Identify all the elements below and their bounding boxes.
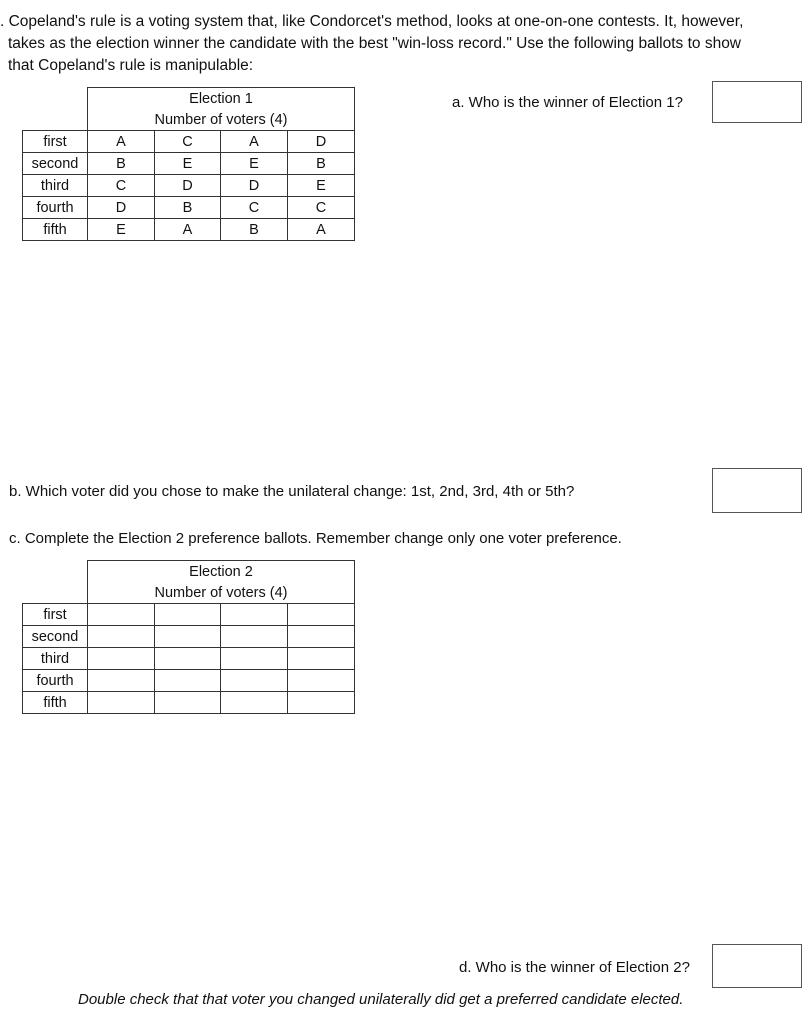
rank-label: third [23,648,88,670]
ballot-input-cell[interactable] [155,604,221,626]
ballot-input-cell[interactable] [288,648,355,670]
table-row [23,219,355,241]
ballot-input-cell[interactable] [221,648,288,670]
answer-box-b[interactable] [712,468,802,513]
ballot-input-cell[interactable] [221,670,288,692]
ballot-cell: A [155,219,221,241]
rank-label: first [23,604,88,626]
ballot-input-cell[interactable] [88,692,155,714]
ballot-input-cell[interactable] [155,692,221,714]
intro-line-2: takes as the election winner the candidate with the best "win-loss record." Use the following ballots to show [8,35,742,52]
rank-label: fourth [23,197,88,219]
ballot-input-cell[interactable] [221,604,288,626]
ballot-input-cell[interactable] [88,626,155,648]
election1-subtitle: Number of voters (4) [88,109,355,131]
election2-title: Election 2 [88,561,355,583]
rank-label: third [23,175,88,197]
ballot-cell: B [288,153,355,175]
ballot-cell: A [221,131,288,153]
ballot-cell: C [221,197,288,219]
table-row [23,626,355,648]
rank-label: fifth [23,692,88,714]
final-note: Double check that that voter you changed unilaterally did get a preferred candidate elected. [78,991,684,1008]
answer-box-d[interactable] [712,944,802,988]
table-row [23,153,355,175]
rank-label: second [23,626,88,648]
ballot-input-cell[interactable] [288,670,355,692]
ballot-cell: D [221,175,288,197]
rank-label: first [23,131,88,153]
ballot-cell: B [221,219,288,241]
question-d: d. Who is the winner of Election 2? [459,959,690,976]
table-row [23,197,355,219]
ballot-cell: C [155,131,221,153]
ballot-input-cell[interactable] [155,648,221,670]
question-a: a. Who is the winner of Election 1? [452,94,683,111]
ballot-input-cell[interactable] [155,670,221,692]
election2-table [22,560,355,714]
ballot-input-cell[interactable] [221,626,288,648]
rank-label: fifth [23,219,88,241]
ballot-input-cell[interactable] [155,626,221,648]
problem-intro [0,11,800,77]
ballot-input-cell[interactable] [288,604,355,626]
table-row [23,604,355,626]
ballot-cell: E [155,153,221,175]
intro-line-1: . Copeland's rule is a voting system that, like Condorcet's method, looks at one-on-one contests. It, however, [0,13,744,30]
ballot-cell: E [288,175,355,197]
ballot-cell: D [155,175,221,197]
table-row [23,175,355,197]
ballot-cell: E [221,153,288,175]
rank-label: second [23,153,88,175]
ballot-input-cell[interactable] [88,670,155,692]
intro-line-3: that Copeland's rule is manipulable: [8,57,254,74]
ballot-cell: C [288,197,355,219]
ballot-cell: B [88,153,155,175]
table-row [23,692,355,714]
ballot-input-cell[interactable] [88,604,155,626]
ballot-cell: E [88,219,155,241]
election1-table [22,87,355,241]
ballot-cell: D [288,131,355,153]
table-row [23,670,355,692]
ballot-cell: D [88,197,155,219]
ballot-cell: C [88,175,155,197]
ballot-input-cell[interactable] [288,692,355,714]
ballot-input-cell[interactable] [288,626,355,648]
ballot-input-cell[interactable] [221,692,288,714]
table-row [23,648,355,670]
rank-label: fourth [23,670,88,692]
ballot-input-cell[interactable] [88,648,155,670]
table-row [23,131,355,153]
election1-title: Election 1 [88,88,355,110]
question-b: b. Which voter did you chose to make the unilateral change: 1st, 2nd, 3rd, 4th or 5th? [9,483,575,500]
ballot-cell: A [88,131,155,153]
question-c: c. Complete the Election 2 preference ballots. Remember change only one voter preference. [9,530,622,547]
ballot-cell: B [155,197,221,219]
election2-subtitle: Number of voters (4) [88,582,355,604]
answer-box-a[interactable] [712,81,802,123]
ballot-cell: A [288,219,355,241]
